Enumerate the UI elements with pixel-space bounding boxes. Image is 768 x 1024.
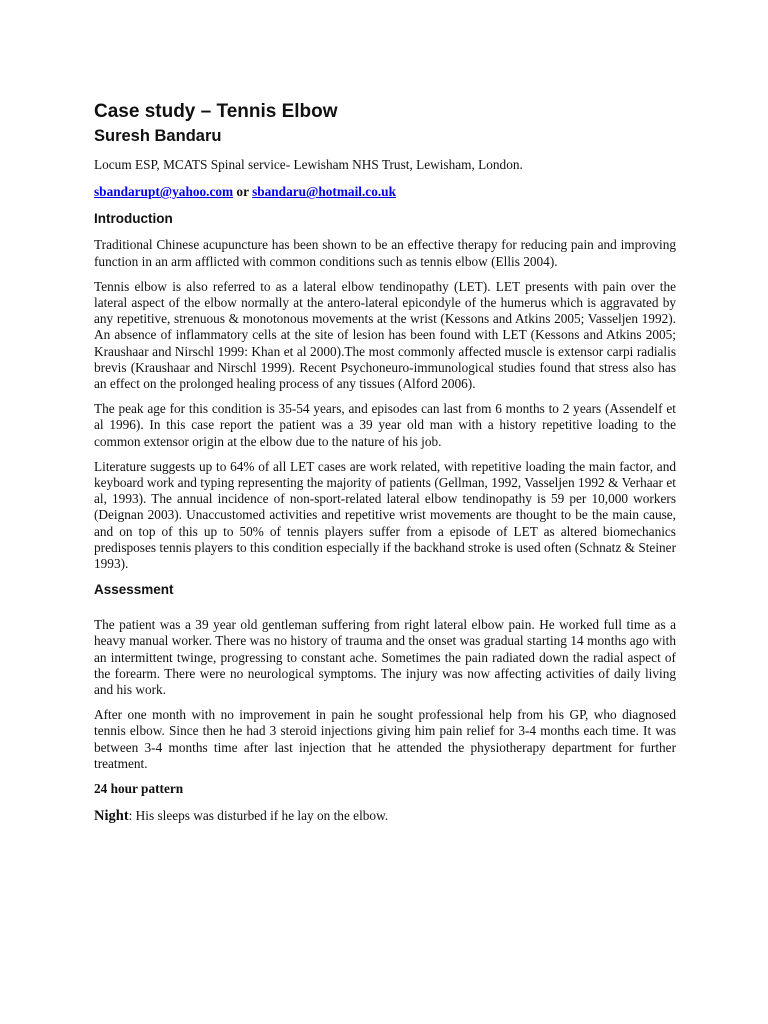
author-affiliation: Locum ESP, MCATS Spinal service- Lewisham NHS Trust, Lewisham, London. (94, 157, 523, 172)
intro-paragraph-4: Literature suggests up to 64% of all LET cases are work related, with repetitive loading the main factor, and keyboard work and typing representing the majority of patients (Gellman, 1992, Vasseljen 1992 & Verhaar et al, 1993). The annual incidence of non-sport-related lateral elbow tendinopathy is 59 per 10,000 workers (Deignan 2003). Unaccustomed activities and repetitive wrist movements are thought to be the main cause, and on top of this up to 50% of tennis players suffer from a episode of LET as altered biomechanics predisposes tennis players to this condition especially if the backhand stroke is used often (Schnatz & Steiner 1993). (94, 458, 676, 572)
assessment-heading: Assessment (94, 582, 174, 598)
intro-paragraph-3: The peak age for this condition is 35-54 years, and episodes can last from 6 months to 2 years (Assendelf et al 1996). In this case report the patient was a 39 year old man with a history repetitive loading to the common extensor origin at the elbow due to the nature of his job. (94, 401, 676, 449)
assessment-paragraph-1: The patient was a 39 year old gentleman suffering from right lateral elbow pain. He worked full time as a heavy manual worker. There was no history of trauma and the onset was gradual starting 14 months ago with an intermittent twinge, progressing to constant ache. Sometimes the pain radiated down the radial aspect of the forearm. There were no neurological symptoms. The injury was now affecting activities of daily living and his work. (94, 617, 676, 698)
document-page (94, 100, 676, 834)
contact-emails (94, 184, 676, 200)
assessment-paragraph-2: After one month with no improvement in pain he sought professional help from his GP, who diagnosed tennis elbow. Since then he had 3 steroid injections giving him pain relief for 3-4 months each time. It was between 3-4 months time after last injection that he attended the physiotherapy department for further treatment. (94, 707, 676, 771)
night-paragraph (94, 808, 676, 824)
night-label: Night (94, 808, 129, 825)
email-link-hotmail[interactable]: sbandaru@hotmail.co.uk (252, 184, 396, 200)
email-link-yahoo[interactable]: sbandarupt@yahoo.com (94, 184, 234, 200)
introduction-heading: Introduction (94, 211, 173, 227)
document-title: Case study – Tennis Elbow (94, 101, 338, 122)
night-text: : His sleeps was disturbed if he lay on the elbow. (128, 808, 389, 824)
author-name: Suresh Bandaru (94, 127, 222, 145)
pattern-subheading: 24 hour pattern (94, 781, 184, 797)
intro-paragraph-2: Tennis elbow is also referred to as a lateral elbow tendinopathy (LET). LET presents with pain over the lateral aspect of the elbow normally at the antero-lateral epicondyle of the humerus which is aggravated by any repetitive, strenuous & monotonous movements at the wrist (Kessons and Atkins 2005; Vasseljen 1992). An absence of inflammatory cells at the site of lesion has been found with LET (Kessons and Atkins 2005; Kraushaar and Nirschl 1999: Khan et al 2000).The most commonly affected muscle is extensor carpi radialis brevis (Kraushaar and Nirschl 1999). Recent Psychoneuro-immunological studies found that stress also has an effect on the prolonged healing process of any tissues (Alford 2006). (94, 278, 676, 392)
intro-paragraph-1: Traditional Chinese acupuncture has been shown to be an effective therapy for reducing pain and improving function in an arm afflicted with common conditions such as tennis elbow (Ellis 2004). (94, 237, 676, 269)
email-separator: or (233, 184, 253, 200)
